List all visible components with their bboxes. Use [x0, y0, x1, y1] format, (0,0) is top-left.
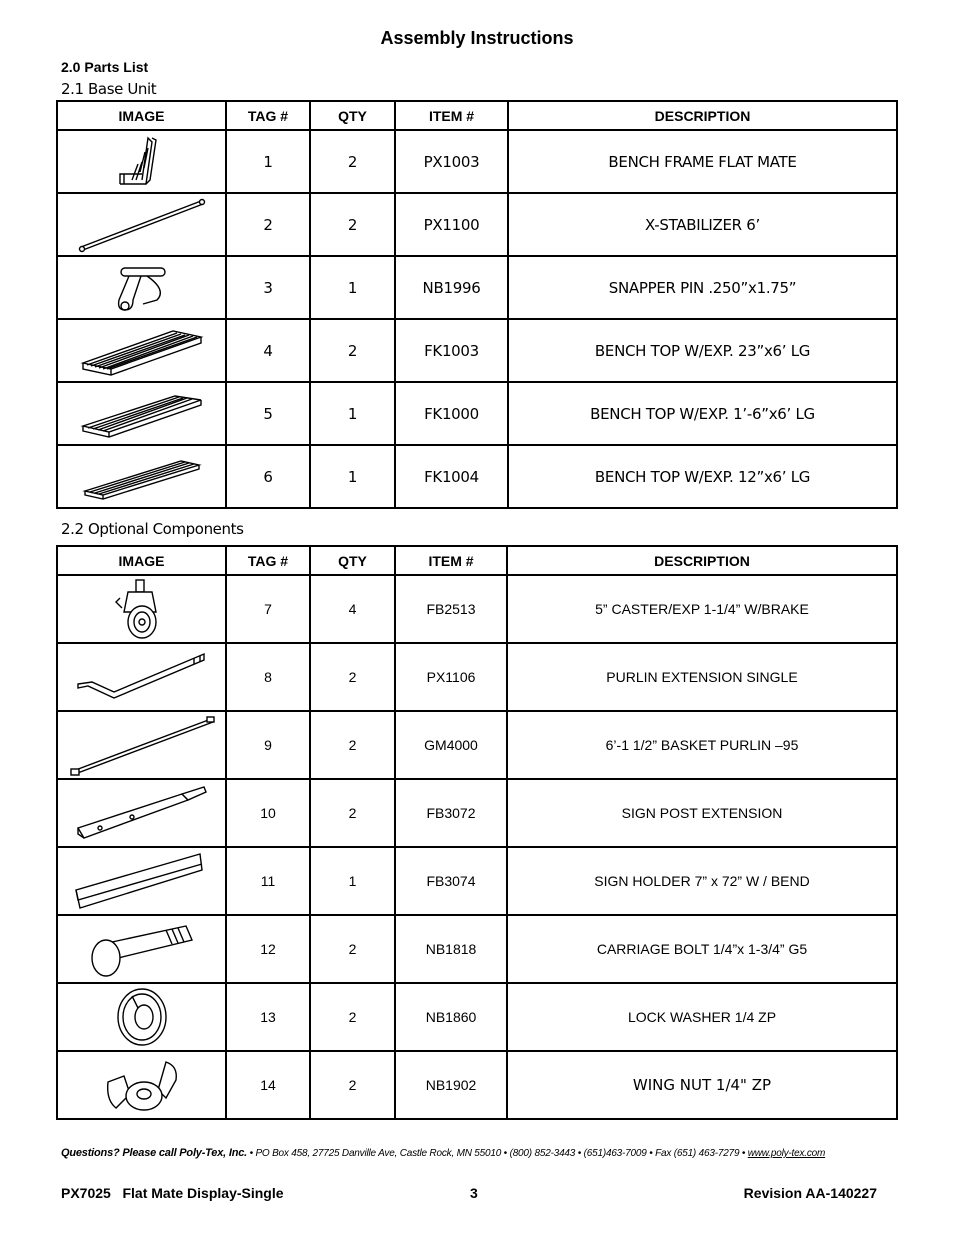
part-image-cell	[57, 983, 226, 1051]
table-header-row	[57, 101, 897, 130]
lock-washer-icon	[112, 986, 172, 1048]
item-cell: NB1860	[395, 983, 507, 1051]
qty-cell: 2	[310, 643, 395, 711]
tag-cell: 11	[226, 847, 310, 915]
description-cell: 6’-1 1/2” BASKET PURLIN –95	[507, 711, 897, 779]
base-unit-table	[56, 100, 898, 509]
tag-cell: 7	[226, 575, 310, 643]
part-image-cell	[57, 1051, 226, 1119]
table-row	[57, 382, 897, 445]
description-cell: BENCH TOP W/EXP. 1’-6”x6’ LG	[508, 382, 897, 445]
item-cell: FB3072	[395, 779, 507, 847]
footer-contact-lead: Questions? Please call Poly-Tex, Inc.	[61, 1147, 247, 1159]
description-cell: BENCH FRAME FLAT MATE	[508, 130, 897, 193]
table-row	[57, 915, 897, 983]
optional-components-heading: 2.2 Optional Components	[61, 520, 244, 538]
item-cell: FB2513	[395, 575, 507, 643]
description-cell: BENCH TOP W/EXP. 12”x6’ LG	[508, 445, 897, 508]
description-cell: BENCH TOP W/EXP. 23”x6’ LG	[508, 319, 897, 382]
item-cell: FK1004	[395, 445, 508, 508]
table-row	[57, 130, 897, 193]
footer-product-text: PX7025 Flat Mate Display-Single	[61, 1185, 284, 1201]
table-row	[57, 256, 897, 319]
optional-components-table	[56, 545, 898, 1120]
snapper-pin-icon	[107, 260, 177, 316]
table-row	[57, 445, 897, 508]
qty-cell: 2	[310, 319, 395, 382]
qty-cell: 2	[310, 193, 395, 256]
tag-cell: 12	[226, 915, 310, 983]
part-image-cell	[57, 382, 226, 445]
part-image-cell	[57, 711, 226, 779]
table-row	[57, 779, 897, 847]
tag-cell: 10	[226, 779, 310, 847]
part-image-cell	[57, 130, 226, 193]
description-cell: 5” CASTER/EXP 1-1/4” W/BRAKE	[507, 575, 897, 643]
qty-cell: 2	[310, 779, 395, 847]
wing-nut-icon	[102, 1054, 182, 1116]
column-header: TAG #	[226, 101, 310, 130]
description-cell: PURLIN EXTENSION SINGLE	[507, 643, 897, 711]
footer-revision: Revision AA-140227	[743, 1185, 877, 1201]
column-header: ITEM #	[395, 546, 507, 575]
bench-top-icon	[77, 323, 207, 379]
table-row	[57, 319, 897, 382]
tag-cell: 8	[226, 643, 310, 711]
section-heading: 2.0 Parts List	[61, 59, 149, 75]
column-header: QTY	[310, 546, 395, 575]
tag-cell: 4	[226, 319, 310, 382]
footer-product	[61, 1185, 284, 1201]
description-cell: SIGN POST EXTENSION	[507, 779, 897, 847]
table-row	[57, 1051, 897, 1119]
table-row	[57, 983, 897, 1051]
caster-wheel-icon	[112, 578, 172, 640]
column-header: TAG #	[226, 546, 310, 575]
tag-cell: 5	[226, 382, 310, 445]
part-image-cell	[57, 575, 226, 643]
part-image-cell	[57, 256, 226, 319]
description-cell: SNAPPER PIN .250”x1.75”	[508, 256, 897, 319]
qty-cell: 1	[310, 382, 395, 445]
tag-cell: 6	[226, 445, 310, 508]
bench-frame-icon	[112, 134, 172, 190]
page-number: 3	[470, 1185, 478, 1201]
column-header: DESCRIPTION	[507, 546, 897, 575]
item-cell: NB1818	[395, 915, 507, 983]
column-header: DESCRIPTION	[508, 101, 897, 130]
basket-purlin-icon	[67, 713, 217, 777]
tag-cell: 9	[226, 711, 310, 779]
table-header-row	[57, 546, 897, 575]
part-image-cell	[57, 847, 226, 915]
column-header: IMAGE	[57, 101, 226, 130]
description-cell: LOCK WASHER 1/4 ZP	[507, 983, 897, 1051]
stabilizer-bar-icon	[77, 195, 207, 255]
tag-cell: 14	[226, 1051, 310, 1119]
part-image-cell	[57, 445, 226, 508]
qty-cell: 2	[310, 130, 395, 193]
qty-cell: 4	[310, 575, 395, 643]
item-cell: FB3074	[395, 847, 507, 915]
description-cell: WING NUT 1/4" ZP	[507, 1051, 897, 1119]
part-image-cell	[57, 779, 226, 847]
description-cell: SIGN HOLDER 7” x 72” W / BEND	[507, 847, 897, 915]
table-row	[57, 575, 897, 643]
footer-contact-details: • PO Box 458, 27725 Danville Ave, Castle Rock, MN 55010 • (800) 852-3443 • (651)463-7009 • Fax (651) 463-7279 •	[247, 1148, 748, 1159]
tag-cell: 3	[226, 256, 310, 319]
table-row	[57, 193, 897, 256]
item-cell: PX1100	[395, 193, 508, 256]
item-cell: PX1106	[395, 643, 507, 711]
part-image-cell	[57, 193, 226, 256]
page-title: Assembly Instructions	[380, 28, 574, 48]
description-cell: CARRIAGE BOLT 1/4”x 1-3/4” G5	[507, 915, 897, 983]
tag-cell: 13	[226, 983, 310, 1051]
qty-cell: 1	[310, 256, 395, 319]
footer-contact	[61, 1147, 825, 1159]
sign-holder-icon	[72, 850, 212, 912]
purlin-extension-icon	[74, 646, 209, 708]
table-row	[57, 711, 897, 779]
qty-cell: 1	[310, 445, 395, 508]
base-unit-heading: 2.1 Base Unit	[61, 80, 157, 98]
tag-cell: 2	[226, 193, 310, 256]
bench-top-icon	[77, 386, 207, 442]
qty-cell: 2	[310, 1051, 395, 1119]
table-row	[57, 643, 897, 711]
part-image-cell	[57, 643, 226, 711]
item-cell: NB1996	[395, 256, 508, 319]
qty-cell: 1	[310, 847, 395, 915]
item-cell: FK1003	[395, 319, 508, 382]
qty-cell: 2	[310, 711, 395, 779]
part-image-cell	[57, 319, 226, 382]
item-cell: PX1003	[395, 130, 508, 193]
qty-cell: 2	[310, 915, 395, 983]
website-link[interactable]: www.poly-tex.com	[747, 1148, 826, 1159]
carriage-bolt-icon	[82, 918, 202, 980]
tag-cell: 1	[226, 130, 310, 193]
item-cell: NB1902	[395, 1051, 507, 1119]
column-header: ITEM #	[395, 101, 508, 130]
part-image-cell	[57, 915, 226, 983]
description-cell: X-STABILIZER 6’	[508, 193, 897, 256]
column-header: IMAGE	[57, 546, 226, 575]
item-cell: GM4000	[395, 711, 507, 779]
bench-top-icon	[77, 449, 207, 505]
sign-post-icon	[72, 782, 212, 844]
qty-cell: 2	[310, 983, 395, 1051]
item-cell: FK1000	[395, 382, 508, 445]
table-row	[57, 847, 897, 915]
column-header: QTY	[310, 101, 395, 130]
